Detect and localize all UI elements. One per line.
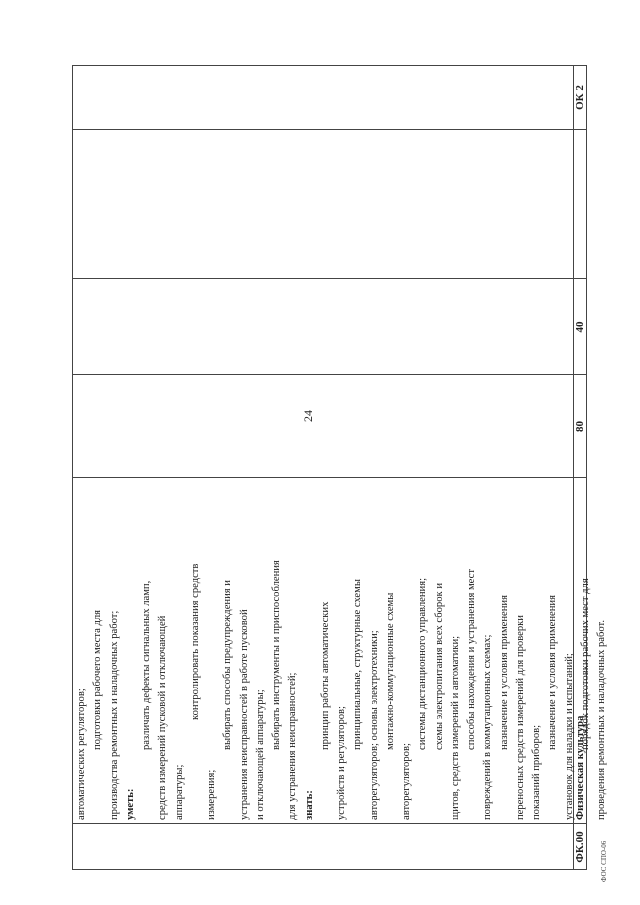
skills-heading: уметь: — [124, 788, 136, 820]
competence-line: авторегуляторов; основы электротехники; — [368, 630, 380, 820]
competence-line: установок для наладки и испытаний; — [563, 653, 575, 820]
column-divider-code — [72, 823, 587, 824]
page-number: 24 — [301, 410, 315, 422]
column-divider-mdk — [72, 129, 587, 130]
competence-line: показаний приборов; — [531, 724, 542, 820]
competence-line: подготовки рабочего места для — [92, 609, 104, 750]
knowledge-heading: знать: — [303, 790, 315, 820]
column-divider-required-hours — [72, 278, 587, 279]
competence-line: повреждений в коммутационных схемах; — [482, 634, 494, 820]
competence-line: автоматических регуляторов; — [76, 688, 87, 820]
competence-line: принципиальные, структурные схемы — [352, 579, 364, 750]
competence-line: аппаратуры; — [173, 764, 185, 820]
competence-line: монтажно-коммутационные схемы — [384, 592, 396, 750]
competence-description — [74, 480, 610, 820]
required-hours: 40 — [574, 321, 586, 333]
column-divider-content — [72, 477, 587, 478]
competence-line: средств измерений пусковой и отключающей — [157, 615, 169, 820]
competence-line: порядок подготовки рабочих мест для — [579, 578, 591, 750]
row-code: ФК.00 — [574, 831, 586, 863]
competence-line: назначение и условия применения — [498, 595, 510, 750]
competence-line: устранения неисправностей в работе пусковой — [238, 609, 250, 820]
table-border-left — [72, 869, 587, 870]
competence-line: производства ремонтных и наладочных работ; — [108, 610, 120, 820]
column-divider-max-hours — [72, 374, 587, 375]
competence-line: проведения ремонтных и наладочных работ. — [596, 619, 607, 820]
competence-line: авторегуляторов; — [401, 743, 412, 820]
footer-code: ФОС СПО-06 — [600, 840, 608, 882]
max-hours: 80 — [574, 421, 586, 432]
competence-line: различать дефекты сигнальных ламп, — [141, 580, 152, 750]
competence-line: выбирать инструменты и приспособления — [271, 560, 282, 750]
column-divider-right — [72, 65, 587, 66]
competence-code: ОК 2 — [574, 85, 586, 110]
competence-line: переносных средств измерений для проверки — [514, 615, 526, 820]
competence-line: способы нахождения и устранения мест — [466, 569, 477, 750]
competence-line: контролировать показания средств — [189, 563, 201, 720]
competence-line: назначение и условия применения — [547, 595, 559, 750]
competence-line: щитов, средств измерений и автоматики; — [449, 635, 461, 820]
competence-line: устройств и регуляторов; — [336, 706, 347, 820]
competence-line: принцип работы автоматических — [319, 601, 331, 750]
competence-line: выбирать способы предупреждения и — [222, 580, 234, 750]
competence-line: для устранения неисправностей; — [287, 672, 299, 820]
competence-line: системы дистанционного управления; — [417, 577, 429, 750]
competence-line: и отключающей аппаратуры; — [254, 689, 266, 820]
row-name-cell — [574, 480, 587, 820]
competence-line: измерения; — [206, 769, 217, 820]
table-border-top — [72, 65, 73, 870]
competence-line: схемы электропитания всех сборок и — [433, 583, 445, 750]
row-name: Физическая культура — [575, 715, 586, 820]
